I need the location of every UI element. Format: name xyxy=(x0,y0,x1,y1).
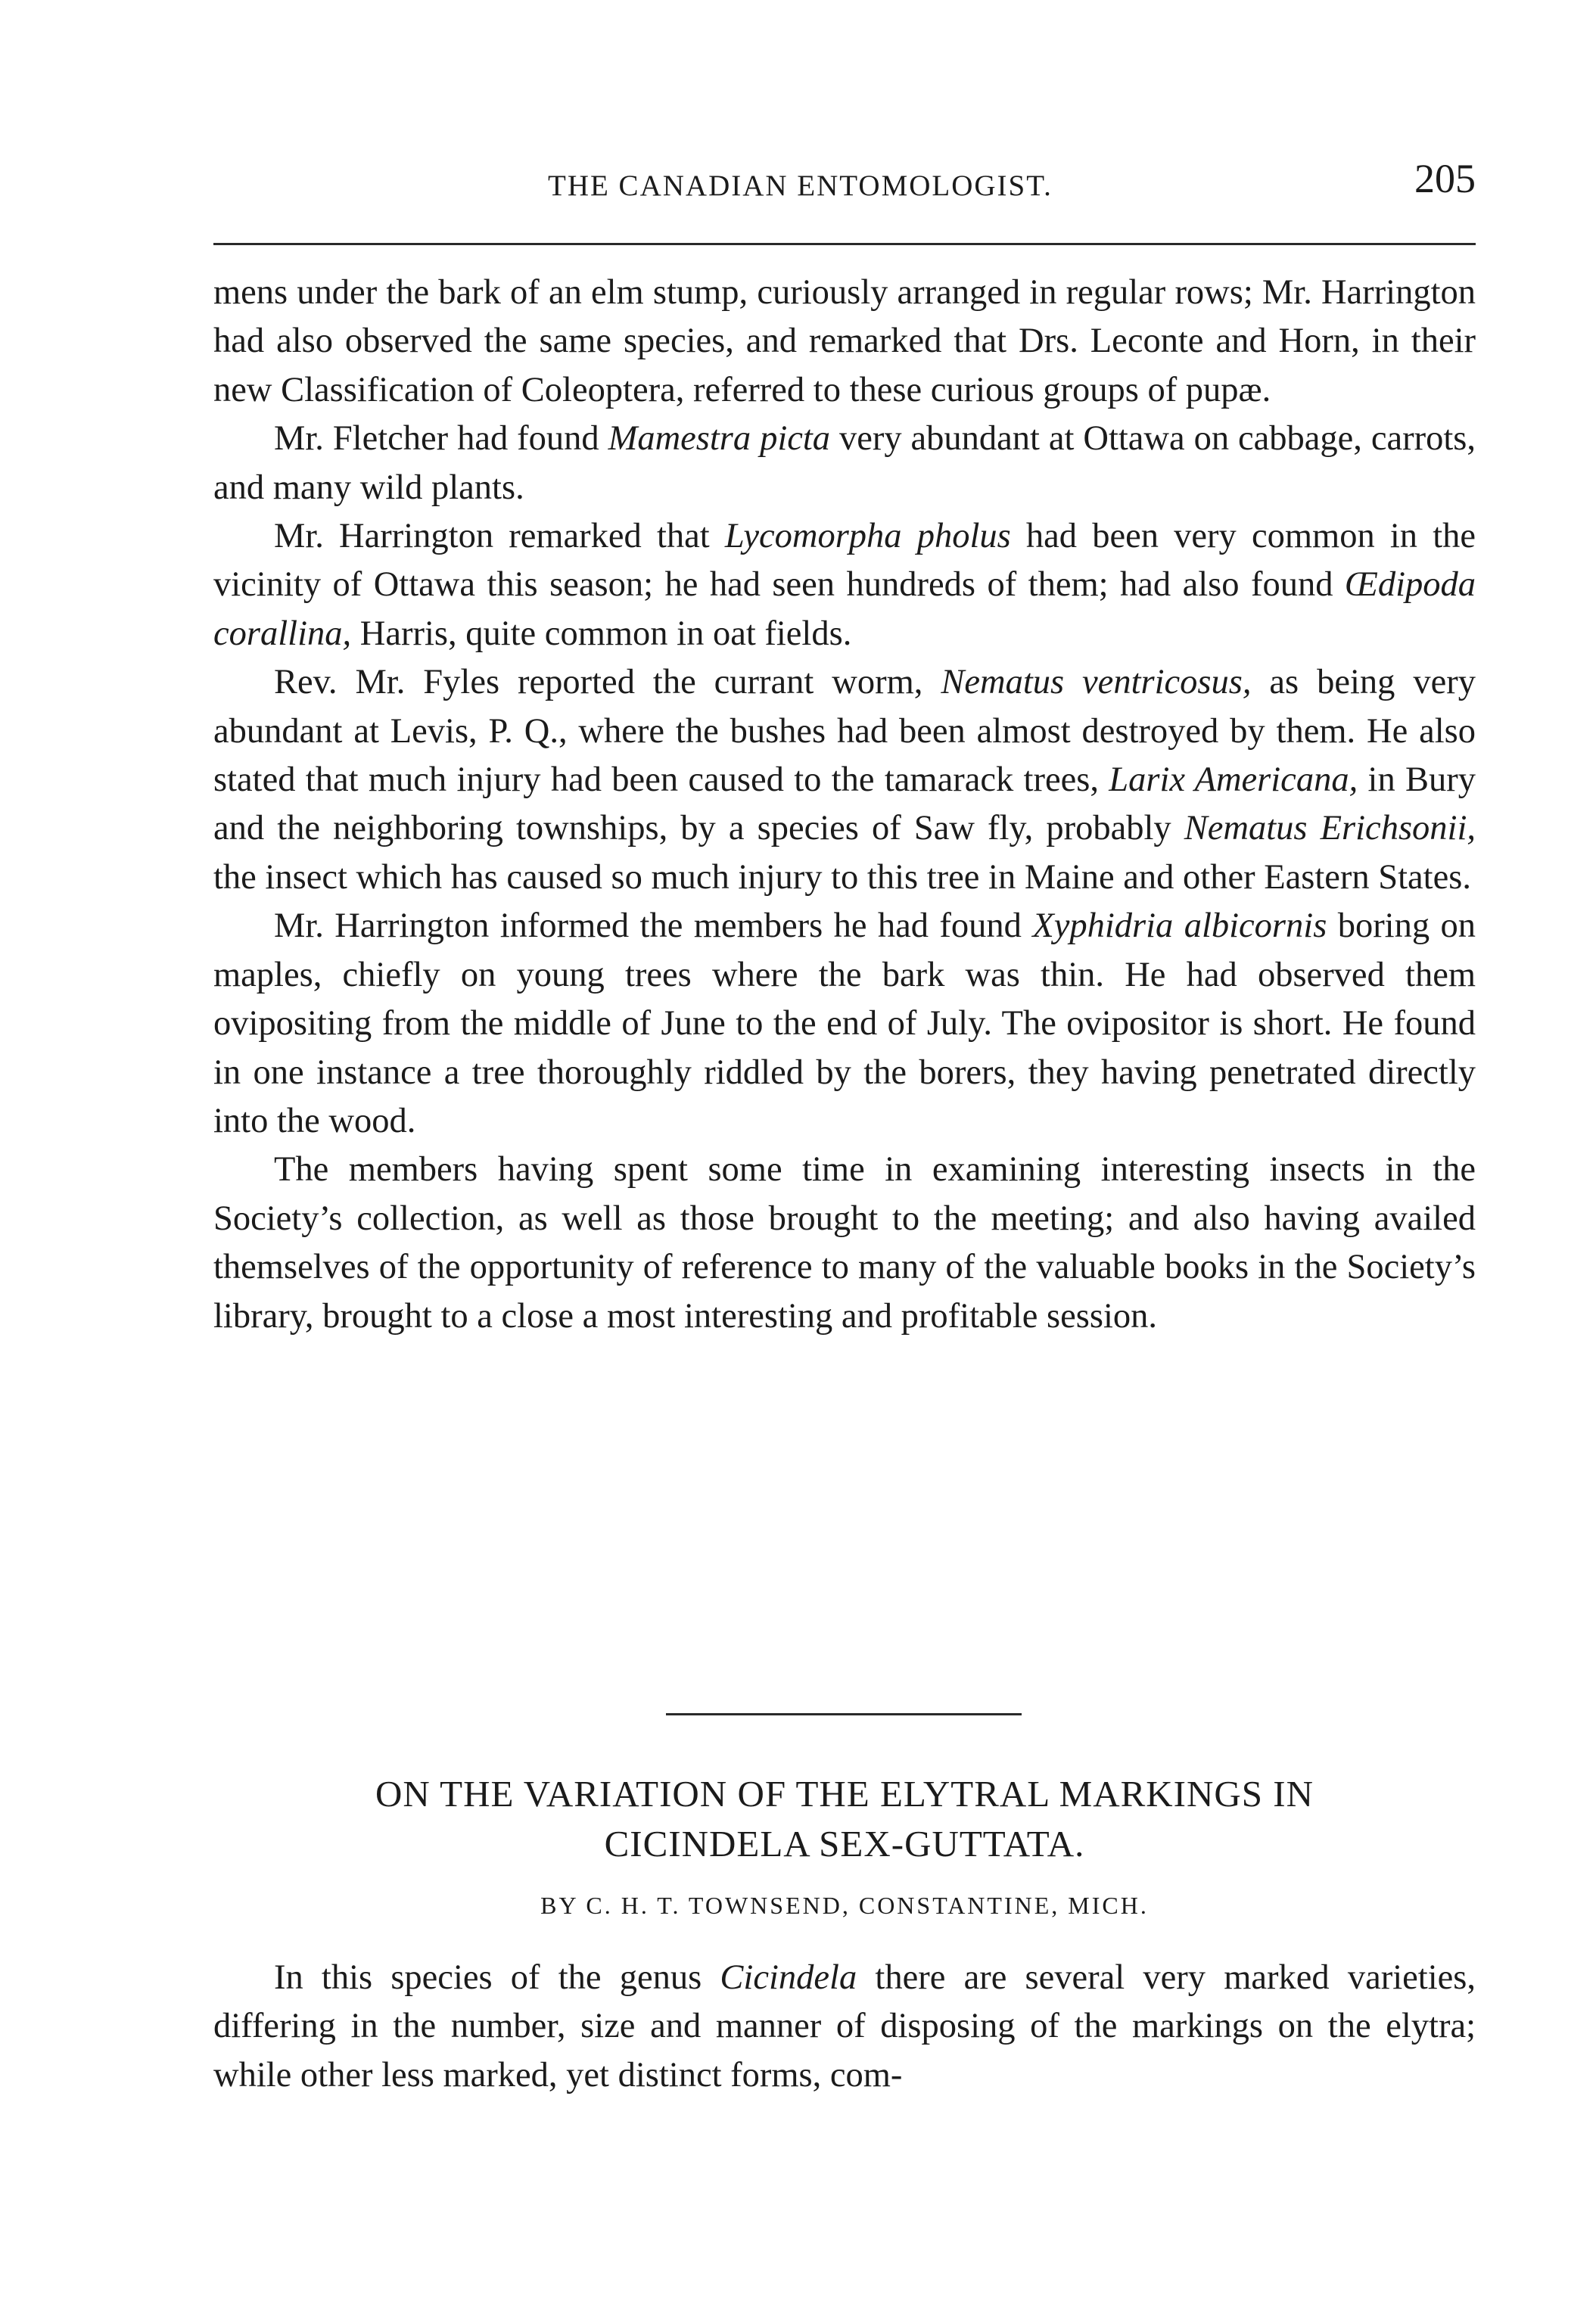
article-byline: BY C. H. T. TOWNSEND, CONSTANTINE, MICH. xyxy=(540,1892,1149,1919)
paragraph xyxy=(213,658,1476,902)
section-divider xyxy=(666,1713,1022,1715)
text-run: The members having spent some time in examining interesting insects in the Society’s collection, as well as those brought to the meeting; and also having availed themselves of the opportunity of reference to many of the valuable books in the Society’s library, brought to a close a most interesting and profitable session. xyxy=(213,1150,1476,1336)
text-run: the insect which has caused so much injury to this tree in Maine and other Eastern States. xyxy=(213,857,1471,897)
article-title xyxy=(213,1769,1476,1869)
italic-text: Larix Americana, xyxy=(1109,760,1358,800)
text-run: as being very abundant at Levis, P. Q., where the bushes had been almost destroyed by them. He also stated that much injury had been caused to the tamarack trees, xyxy=(213,663,1476,800)
paragraph xyxy=(213,1146,1476,1341)
text-run: very abundant at Ottawa on cabbage, carrots, and many wild plants. xyxy=(213,419,1476,507)
text-run: boring on maples, chiefly on young trees where the bark was thin. He had observed them ovipositing from the middle of June to the end of July. The ovipositor is short. He found in one instance a tree thoroughly riddled by the borers, they having penetrated directly into the wood. xyxy=(213,907,1476,1140)
running-title: THE CANADIAN ENTOMOLOGIST. xyxy=(548,169,1053,202)
italic-text: Cicindela xyxy=(720,1958,857,1997)
italic-text: Xyphidria albicornis xyxy=(1032,907,1327,946)
italic-text: Œdipoda corallina, xyxy=(213,565,1476,653)
text-run: Mr. Harrington informed the members he had found xyxy=(274,907,1033,946)
article-paragraph xyxy=(213,1954,1476,2100)
text-run: Mr. Fletcher had found xyxy=(274,419,608,459)
article-title-line-1: ON THE VARIATION OF THE ELYTRAL MARKINGS IN xyxy=(375,1773,1314,1815)
paragraph xyxy=(213,512,1476,658)
article-text xyxy=(213,1954,1476,2100)
running-head xyxy=(212,155,1476,208)
page-number: 205 xyxy=(1414,156,1476,201)
italic-text: Nematus ventricosus, xyxy=(941,663,1252,702)
italic-text: Nematus Erichsonii, xyxy=(1184,809,1476,848)
text-run: there are several very marked varieties, differing in the number, size and manner of disposing of the markings on the elytra; while other less marked, yet distinct forms, com- xyxy=(213,1958,1476,2095)
text-run: Rev. Mr. Fyles reported the currant worm, xyxy=(274,663,941,702)
text-run: In this species of the genus xyxy=(274,1958,720,1997)
paragraph xyxy=(213,415,1476,512)
article-title-line-2: CICINDELA SEX-GUTTATA. xyxy=(604,1823,1085,1864)
paragraph xyxy=(213,269,1476,415)
proceedings-text xyxy=(213,269,1476,1341)
text-run: Mr. Harrington remarked that xyxy=(274,517,725,556)
paragraph xyxy=(213,902,1476,1146)
header-rule xyxy=(213,243,1476,245)
italic-text: Mamestra picta xyxy=(608,419,831,459)
text-run: Harris, quite common in oat fields. xyxy=(351,614,852,653)
text-run: had been very common in the vicinity of Ottawa this season; he had seen hundreds of them; had also found xyxy=(213,517,1476,605)
text-run: in Bury and the neighboring townships, by a species of Saw fly, probably xyxy=(213,760,1476,848)
text-run: mens under the bark of an elm stump, curiously arranged in regular rows; Mr. Harrington had also observed the same species, and remarked that Drs. Leconte and Horn, in their new Classification of Coleoptera, referred to these curious groups of pupæ. xyxy=(213,273,1476,409)
italic-text: Lycomorpha pholus xyxy=(724,517,1011,556)
